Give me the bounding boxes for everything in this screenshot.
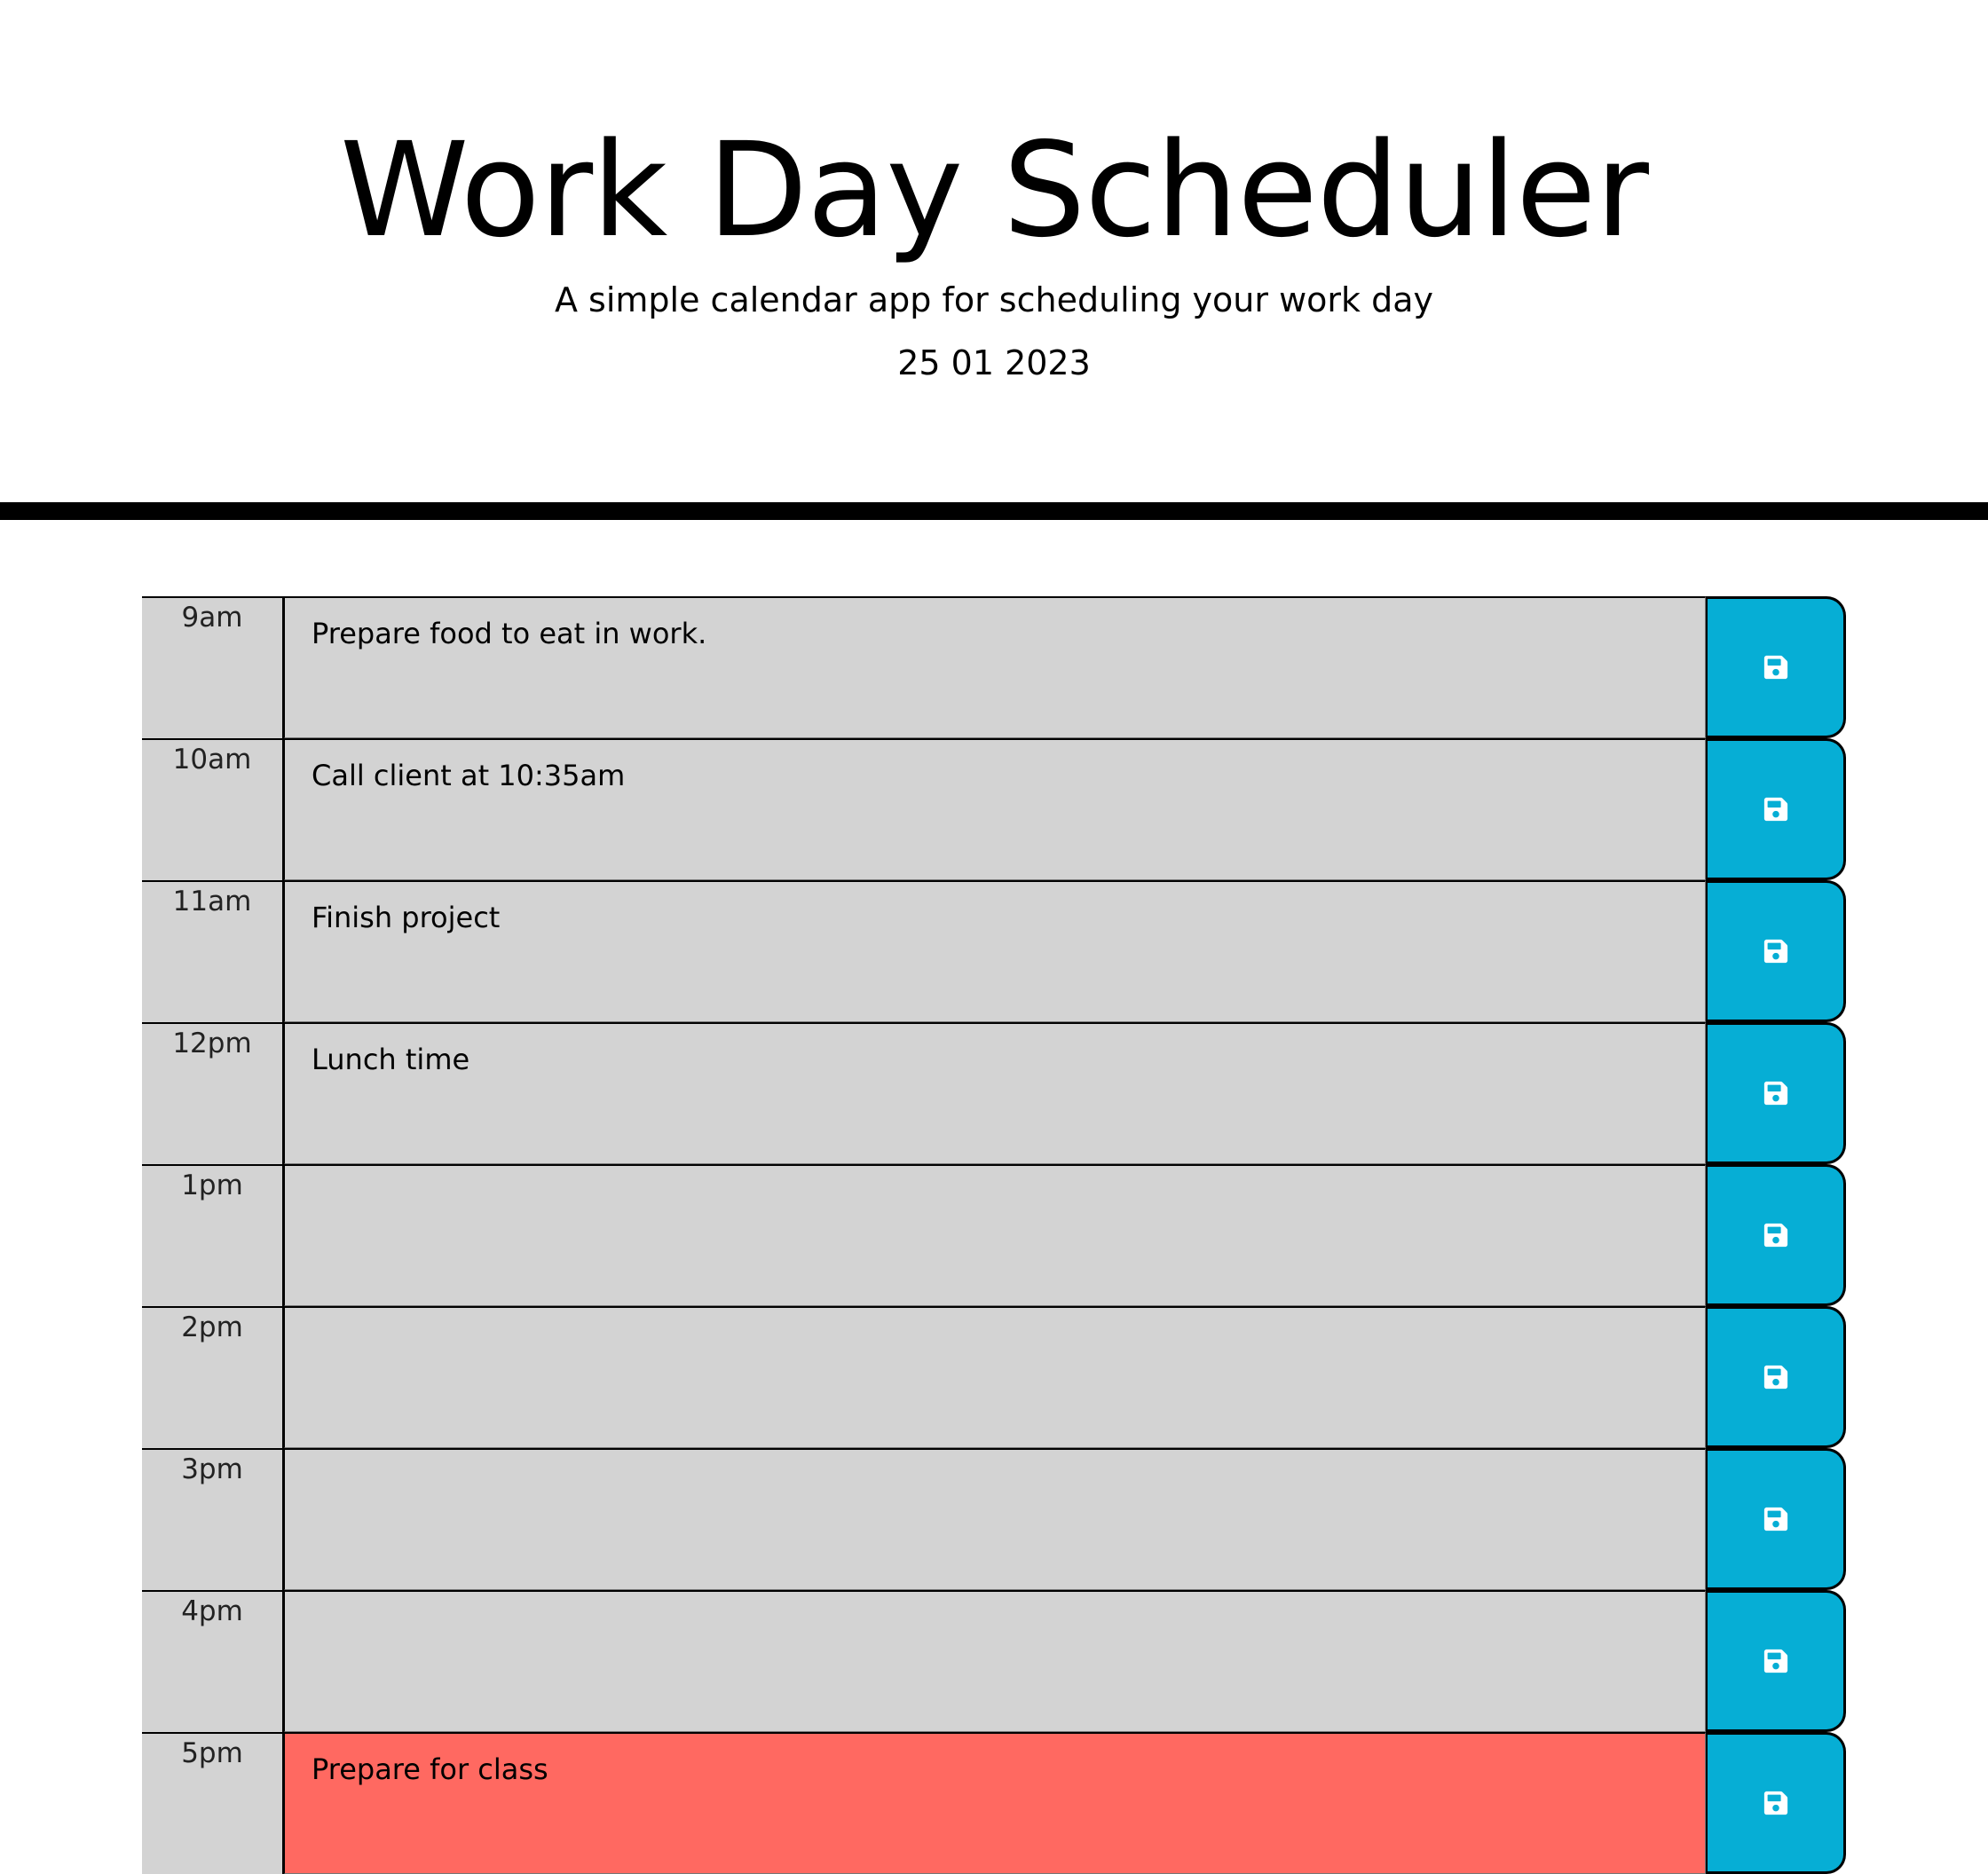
hour-label: 10am (142, 738, 284, 880)
description-input[interactable] (284, 596, 1706, 738)
hour-label: 3pm (142, 1448, 284, 1590)
description-input[interactable] (284, 1022, 1706, 1164)
time-block (142, 1306, 1846, 1448)
floppy-disk-icon (1763, 796, 1789, 823)
floppy-disk-icon (1763, 1222, 1789, 1248)
time-block (142, 1732, 1846, 1874)
time-block (142, 1590, 1846, 1732)
save-button[interactable] (1706, 596, 1846, 738)
hour-label: 4pm (142, 1590, 284, 1732)
time-block (142, 1022, 1846, 1164)
description-input[interactable] (284, 1164, 1706, 1306)
hour-label: 11am (142, 880, 284, 1022)
hour-label: 2pm (142, 1306, 284, 1448)
time-block (142, 738, 1846, 880)
floppy-disk-icon (1763, 1506, 1789, 1532)
save-button[interactable] (1706, 1590, 1846, 1732)
floppy-disk-icon (1763, 1790, 1789, 1816)
description-input[interactable] (284, 738, 1706, 880)
floppy-disk-icon (1763, 1364, 1789, 1390)
floppy-disk-icon (1763, 654, 1789, 681)
hour-label: 9am (142, 596, 284, 738)
description-input[interactable] (284, 1732, 1706, 1874)
save-button[interactable] (1706, 1022, 1846, 1164)
hour-label: 12pm (142, 1022, 284, 1164)
time-block (142, 880, 1846, 1022)
floppy-disk-icon (1763, 938, 1789, 965)
description-input[interactable] (284, 1448, 1706, 1590)
hour-label: 5pm (142, 1732, 284, 1874)
floppy-disk-icon (1763, 1648, 1789, 1674)
save-button[interactable] (1706, 1448, 1846, 1590)
page-title: Work Day Scheduler (340, 114, 1648, 266)
current-day: 25 01 2023 (897, 343, 1091, 382)
time-block (142, 1164, 1846, 1306)
save-button[interactable] (1706, 880, 1846, 1022)
time-block (142, 1448, 1846, 1590)
description-input[interactable] (284, 1590, 1706, 1732)
save-button[interactable] (1706, 1164, 1846, 1306)
floppy-disk-icon (1763, 1080, 1789, 1106)
description-input[interactable] (284, 1306, 1706, 1448)
save-button[interactable] (1706, 1306, 1846, 1448)
save-button[interactable] (1706, 1732, 1846, 1874)
time-block-list (142, 596, 1846, 1874)
page-subtitle: A simple calendar app for scheduling your work day (554, 280, 1434, 319)
hour-label: 1pm (142, 1164, 284, 1306)
save-button[interactable] (1706, 738, 1846, 880)
time-block (142, 596, 1846, 738)
header (0, 0, 1988, 520)
description-input[interactable] (284, 880, 1706, 1022)
